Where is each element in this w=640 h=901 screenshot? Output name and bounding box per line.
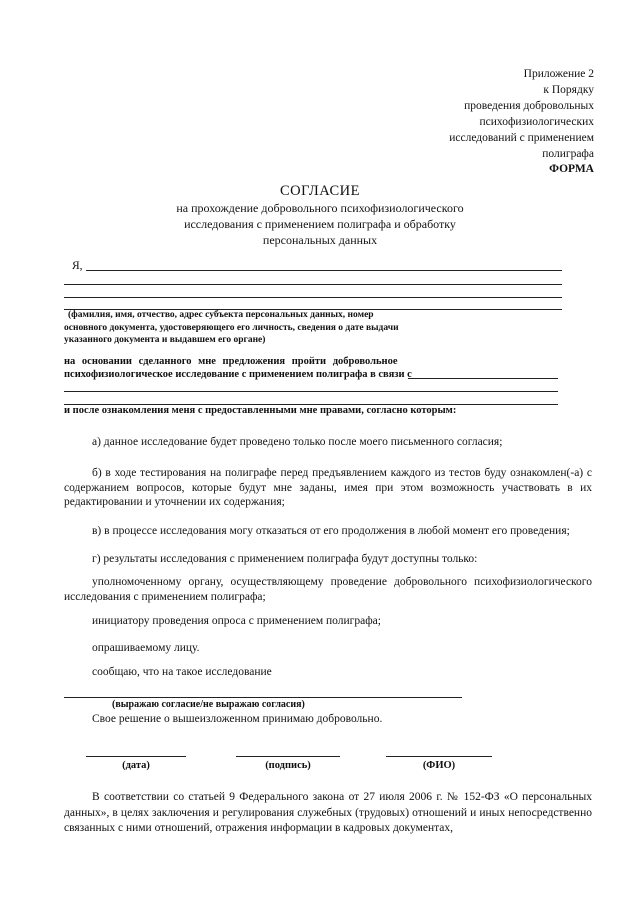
item-g: г) результаты исследования с применением полиграфа будут доступны только: — [92, 553, 478, 565]
fio-caption: (ФИО) — [422, 760, 456, 771]
item-v: в) в процессе исследования могу отказаться от его продолжения в любой момент его проведения; — [92, 525, 570, 537]
recipient-3: опрашиваемому лицу. — [92, 642, 200, 654]
name-hint — [64, 309, 484, 347]
appendix-line: полиграфа — [542, 148, 594, 160]
appendix-line: к Порядку — [543, 84, 594, 96]
recipient-1: уполномоченному органу, осуществляющему проведение добровольного психофизиологического исследования с применением полиграфа; — [64, 576, 592, 603]
report-text: сообщаю, что на такое исследование — [92, 666, 272, 678]
law-paragraph: В соответствии со статьей 9 Федерального закона от 27 июля 2006 г. № 152-ФЗ «О персональных данных», в целях заключения и регулирования служебных (трудовых) отношений и иных непосредственно связанных с ними отношений, отражения информации в кадровых документах, — [64, 791, 592, 834]
basis-field-line[interactable] — [408, 378, 558, 379]
appendix-block — [360, 66, 594, 162]
appendix-line: исследований с применением — [449, 132, 594, 144]
name-field-line[interactable] — [64, 284, 562, 285]
page-title: СОГЛАСИЕ — [279, 183, 361, 199]
item-a: а) данное исследование будет проведено только после моего письменного согласия; — [92, 436, 503, 448]
subtitle-line: персональных данных — [262, 233, 378, 247]
consent-hint: (выражаю согласие/не выражаю согласия) — [112, 699, 305, 710]
subtitle-line: на прохождение добровольного психофизиологического — [176, 201, 464, 215]
name-hint-line: основного документа, удостоверяющего его личность, сведения о дате выдачи — [64, 322, 399, 333]
recipient-2: инициатору проведения опроса с применением полиграфа; — [92, 615, 381, 627]
date-caption: (дата) — [122, 760, 150, 771]
page-subtitle — [80, 200, 560, 248]
name-hint-line: (фамилия, имя, отчество, адрес субъекта персональных данных, номер — [68, 310, 374, 320]
name-hint-line: указанного документа и выдавшем его органе) — [64, 335, 266, 345]
basis-line: психофизиологическое исследование с применением полиграфа в связи с — [64, 369, 412, 380]
appendix-line: Приложение 2 — [523, 68, 594, 80]
signature-caption: (подпись) — [265, 760, 311, 771]
appendix-line: проведения добровольных — [464, 100, 594, 112]
name-field-line[interactable] — [86, 270, 562, 271]
rights-intro: и после ознакомления меня с предоставленными мне правами, согласно которым: — [64, 405, 457, 416]
appendix-line: психофизиологических — [479, 116, 594, 128]
fio-field-line[interactable] — [386, 756, 492, 757]
name-field-line[interactable] — [64, 297, 562, 298]
signature-field-line[interactable] — [236, 756, 340, 757]
item-b: б) в ходе тестирования на полиграфе перед предъявлением каждого из тестов буду ознакомлен(-а) с содержанием вопросов, которые будут мне заданы, имея при этом возможность участвовать в их редактировании и уточнении их содержания; — [64, 467, 592, 508]
voluntary-text: Свое решение о вышеизложенном принимаю добровольно. — [92, 713, 383, 725]
consent-field-line[interactable] — [64, 697, 462, 698]
subtitle-line: исследования с применением полиграфа и обработку — [184, 217, 456, 231]
date-field-line[interactable] — [86, 756, 186, 757]
form-label: ФОРМА — [549, 163, 594, 175]
basis-line: на основании сделанного мне предложения пройти добровольное — [64, 356, 398, 367]
name-prefix: Я, — [72, 260, 83, 272]
basis-field-line[interactable] — [64, 391, 558, 392]
